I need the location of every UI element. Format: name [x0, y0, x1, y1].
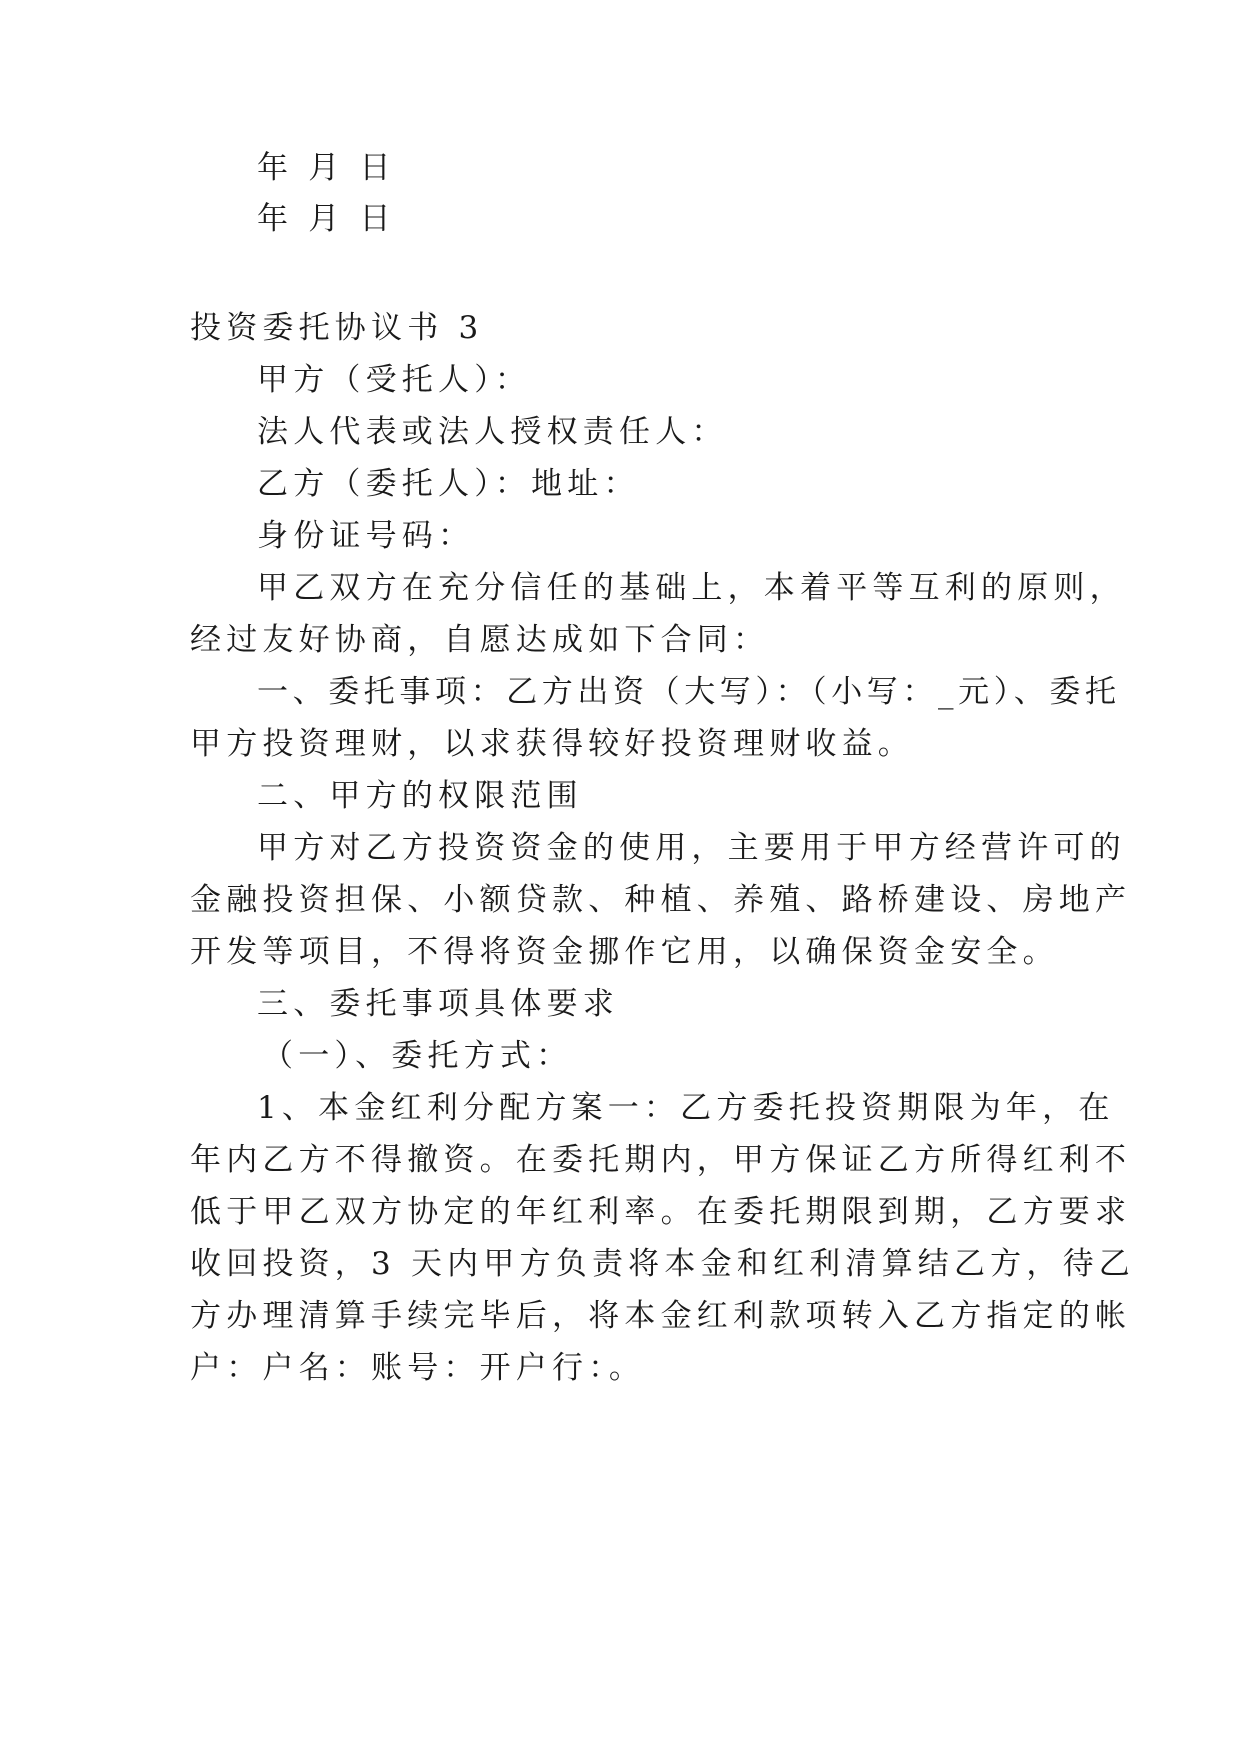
intro-paragraph-line: 甲乙双方在充分信任的基础上，本着平等互利的原则，: [257, 570, 1126, 606]
clause-3-item-1-line: 户：户名：账号：开户行：。: [190, 1350, 646, 1386]
clause-3-item-1-line: 年内乙方不得撤资。在委托期内，甲方保证乙方所得红利不: [190, 1142, 1132, 1178]
clause-3-item-1-line: 1、本金红利分配方案一：乙方委托投资期限为年，在: [257, 1090, 1115, 1126]
id-number-line: 身份证号码：: [257, 518, 475, 554]
clause-3-item-1-line: 收回投资，3 天内甲方负责将本金和红利清算结乙方，待乙: [190, 1246, 1135, 1282]
clause-3-subheading: （一）、委托方式：: [262, 1038, 573, 1074]
legal-representative-line: 法人代表或法人授权责任人：: [257, 414, 728, 450]
clause-1-line: 一、委托事项：乙方出资（大写）：（小写：_元）、委托: [257, 674, 1121, 710]
clause-3-item-1-line: 低于甲乙双方协定的年红利率。在委托期限到期，乙方要求: [190, 1194, 1132, 1230]
party-a-line: 甲方（受托人）：: [257, 362, 532, 398]
clause-3-heading: 三、委托事项具体要求: [257, 986, 619, 1022]
date-line: 年 月 日: [257, 201, 396, 237]
clause-2-line: 金融投资担保、小额贷款、种植、养殖、路桥建设、房地产: [190, 882, 1132, 918]
intro-paragraph-line: 经过友好协商，自愿达成如下合同：: [190, 622, 770, 658]
party-b-line: 乙方（委托人）：地址：: [257, 466, 640, 502]
date-line: 年 月 日: [257, 150, 396, 186]
clause-3-item-1-line: 方办理清算手续完毕后，将本金红利款项转入乙方指定的帐: [190, 1298, 1132, 1334]
clause-2-line: 开发等项目，不得将资金挪作它用，以确保资金安全。: [190, 934, 1059, 970]
clause-2-line: 甲方对乙方投资资金的使用，主要用于甲方经营许可的: [257, 830, 1126, 866]
clause-1-line: 甲方投资理财，以求获得较好投资理财收益。: [190, 726, 914, 762]
document-title: 投资委托协议书 3: [190, 310, 484, 346]
clause-2-heading: 二、甲方的权限范围: [257, 778, 583, 814]
